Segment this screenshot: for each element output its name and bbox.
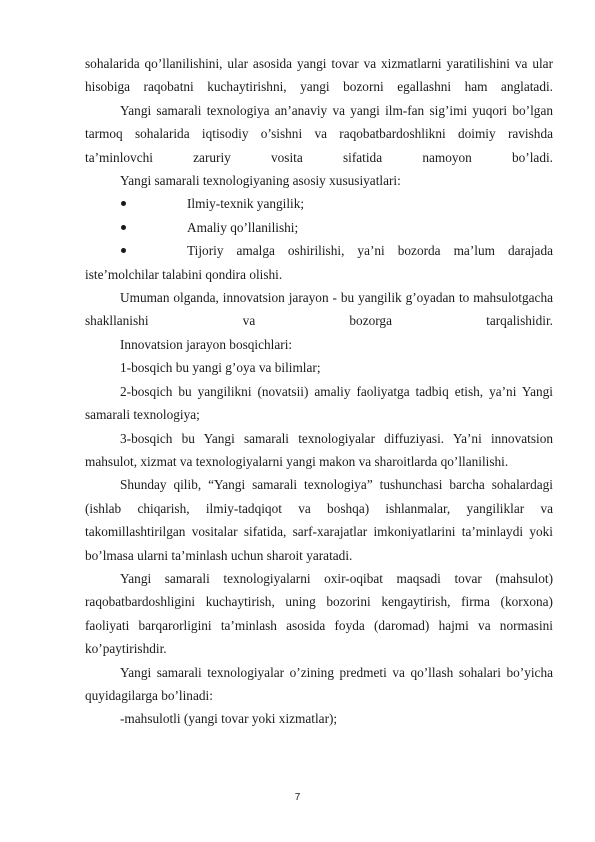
paragraph-5: Innovatsion jarayon bosqichlari:: [120, 336, 293, 352]
paragraph-8: 3-bosqich bu Yangi samarali texnologiyalar diffuziyasi. Ya’ni innovatsion mahsulot, xizmat va texnologiyalarni yangi makon va sharoitlarda qo’llanilishi.: [85, 430, 553, 469]
bullet-item-2: [85, 216, 553, 239]
paragraph-12: -mahsulotli (yangi tovar yoki xizmatlar);: [120, 711, 338, 727]
paragraph-4: Umuman olganda, innovatsion jarayon - bu yangilik g’oyadan to mahsulotgacha shakllanishi va bozorga tarqalishidir.: [85, 290, 553, 329]
paragraph-10: Yangi samarali texnologiyalarni oxir-oqibat maqsadi tovar (mahsulot) raqobatbardoshligini kuchaytirish, uning bozorini kengaytirish, firma (korxona) faoliyati barqarorligini ta’minlash asosida foyda (daromad) hajmi va normasini ko’paytirishdir.: [85, 570, 553, 657]
paragraph-9: Shunday qilib, “Yangi samarali texnologiya” tushunchasi barcha sohalardagi (ishlab chiqarish, ilmiy-tadqiqot va boshqa) ishlanmalar, yangiliklar va takomillashtirilgan vositalar sifatida, sarf-xarajatlar imkoniyatlarini ta’minlaydi yoki bo’lmasa ularni ta’minlash uchun sharoit yaratadi.: [85, 477, 553, 563]
bullet-text: Amaliy qo’llanilishi;: [187, 219, 299, 235]
document-body: [85, 52, 553, 731]
bullet-item-3: [85, 239, 553, 286]
bullet-text: Tijoriy amalga oshirilishi, ya’ni bozorda ma’lum darajada iste’molchilar talabini qondira olishi.: [85, 243, 553, 282]
paragraph-2: Yangi samarali texnologiya an’anaviy va yangi ilm-fan sig’imi yuqori bo’lgan tarmoq sohalarida iqtisodiy o’sishni va raqobatbardoshlikni doimiy ravishda ta’minlovchi zaruriy vosita sifatida namoyon bo’ladi.: [85, 102, 553, 165]
page-number: 7: [294, 792, 301, 803]
paragraph-7: 2-bosqich bu yangilikni (novatsii) amaliy faoliyatga tadbiq etish, ya’ni Yangi samarali texnologiya;: [85, 383, 553, 423]
paragraph-1: sohalarida qo’llanilishini, ular asosida yangi tovar va xizmatlarni yaratilishini va ular hisobiga raqobatni kuchaytirishni, yangi bozorni egallashni ham anglatadi.: [85, 56, 553, 95]
bullet-text: Ilmiy-texnik yangilik;: [187, 196, 305, 212]
paragraph-11: Yangi samarali texnologiyalar o’zining predmeti va qo’llash sohalari bo’yicha quyidagilarga bo’linadi:: [85, 664, 553, 703]
bullet-dot-icon: [121, 225, 126, 230]
bullet-item-1: [85, 192, 553, 215]
paragraph-3: Yangi samarali texnologiyaning asosiy xususiyatlari:: [120, 173, 401, 189]
paragraph-6: 1-bosqich bu yangi g’oya va bilimlar;: [120, 360, 321, 376]
